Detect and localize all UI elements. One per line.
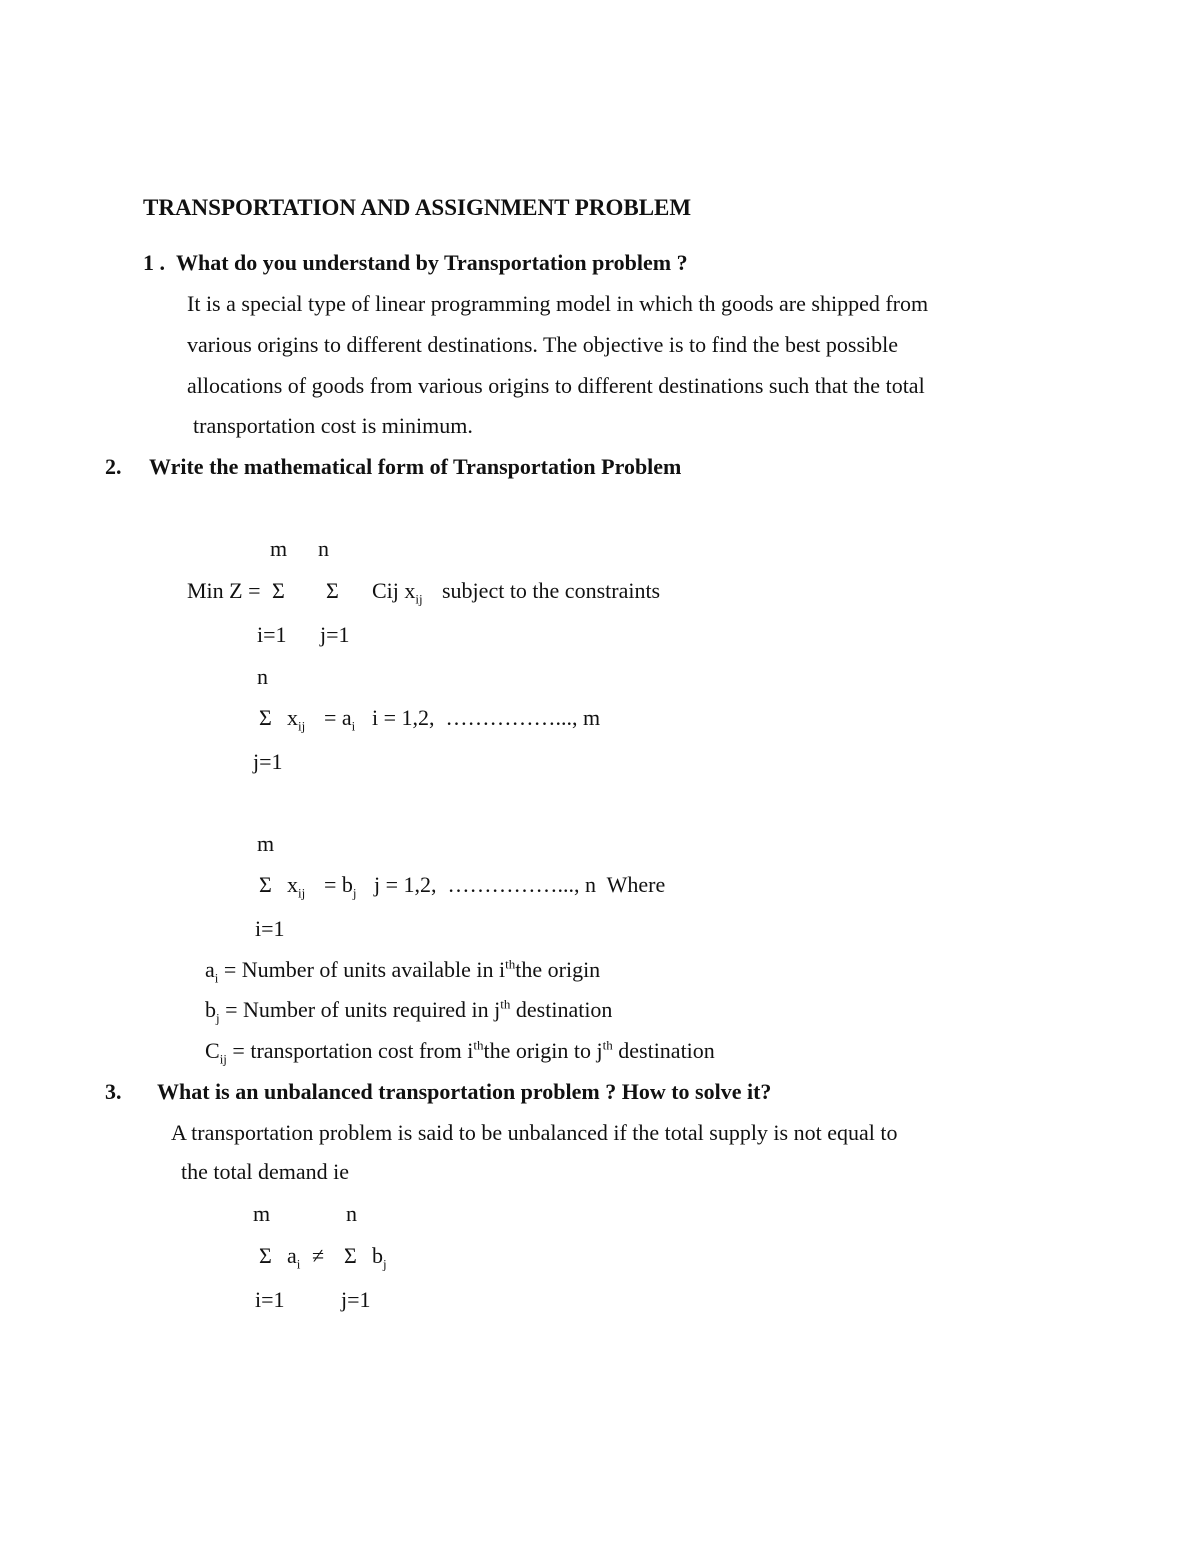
sum-upper-limit: n: [346, 1201, 357, 1226]
sum-upper-limit: m: [253, 1201, 271, 1226]
sum-lower-limit: j=1: [253, 749, 283, 774]
q1-answer-line: It is a special type of linear programming model in which th goods are shipped from: [187, 291, 929, 316]
demand-term: $b_j$: [372, 1243, 387, 1272]
objective-note: subject to the constraints: [442, 578, 661, 603]
not-equal-symbol: ≠: [312, 1243, 325, 1268]
q3-number: 3.: [105, 1079, 122, 1104]
q1-question: What do you understand by Transportation problem ?: [176, 250, 688, 275]
constraint-variable: $x_{ij}$: [287, 872, 306, 901]
objective-term: Cij $x_{ij}$: [372, 578, 423, 607]
q3-answer-line: A transportation problem is said to be unbalanced if the total supply is not equal to: [171, 1120, 898, 1145]
q3-answer-line: the total demand ie: [181, 1159, 349, 1184]
sigma-symbol: Σ: [326, 578, 339, 603]
sigma-symbol: Σ: [259, 872, 272, 897]
sigma-symbol: Σ: [272, 578, 285, 603]
sum-upper-limit: n: [318, 536, 329, 561]
sum-lower-limit: i=1: [255, 916, 285, 941]
q2-question: Write the mathematical form of Transportation Problem: [149, 454, 682, 479]
constraint-range: i = 1,2, ……………..., m: [372, 705, 601, 730]
objective-lhs: Min Z =: [187, 578, 261, 603]
q1-answer-line: allocations of goods from various origins to different destinations such that the total: [187, 373, 925, 398]
q2-number: 2.: [105, 454, 122, 479]
constraint-rhs: = $a_i$: [324, 705, 356, 734]
constraint-variable: $x_{ij}$: [287, 705, 306, 734]
sum-lower-limit: j=1: [320, 622, 350, 647]
q1-answer-line: various origins to different destinations. The objective is to find the best possible: [187, 332, 899, 357]
sigma-symbol: Σ: [259, 705, 272, 730]
sum-lower-limit: j=1: [341, 1287, 371, 1312]
supply-term: $a_i$: [287, 1243, 301, 1272]
sigma-symbol: Σ: [344, 1243, 357, 1268]
constraint-range: j = 1,2, ……………..., n Where: [374, 872, 666, 897]
q1-answer-line: transportation cost is minimum.: [193, 413, 473, 438]
constraint-rhs: = $b_j$: [324, 872, 357, 901]
sum-lower-limit: i=1: [255, 1287, 285, 1312]
definition-line: $b_j$ = Number of units required in $j^{th}$ destination: [205, 996, 613, 1026]
sigma-symbol: Σ: [259, 1243, 272, 1268]
sum-upper-limit: m: [270, 536, 288, 561]
sum-upper-limit: m: [257, 831, 275, 856]
sum-lower-limit: i=1: [257, 622, 287, 647]
definition-line: $a_i$ = Number of units available in $i^{th}the$ origin: [205, 956, 601, 986]
definition-line: $C_{ij}$ = transportation cost from $i^{th}the$ origin to $j^{th}$ destination: [205, 1037, 715, 1067]
page-title: TRANSPORTATION AND ASSIGNMENT PROBLEM: [143, 195, 692, 220]
q3-question: What is an unbalanced transportation problem ? How to solve it?: [157, 1079, 772, 1104]
sum-upper-limit: n: [257, 664, 268, 689]
q1-number: 1 .: [143, 250, 165, 275]
